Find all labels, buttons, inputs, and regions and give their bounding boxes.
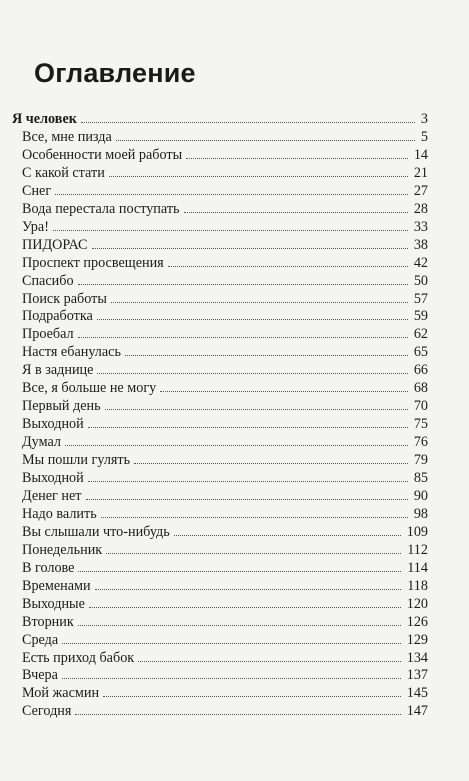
- toc-leader-dots: [101, 517, 408, 518]
- toc-entry-page: 75: [413, 416, 428, 433]
- toc-entry-page: 3: [420, 111, 428, 127]
- toc-entry: [0, 702, 469, 720]
- toc-entry-page: 137: [406, 667, 428, 684]
- toc-entry-page: 85: [413, 470, 428, 486]
- toc-entry: [0, 631, 469, 649]
- toc-entry: [0, 684, 469, 702]
- toc-entry: [0, 613, 469, 631]
- toc-entry: [0, 164, 469, 182]
- toc-leader-dots: [97, 319, 408, 320]
- toc-entry-page: 21: [413, 164, 428, 181]
- toc-entry: [0, 505, 469, 523]
- toc-entry-title: Вода перестала поступать: [22, 200, 180, 217]
- toc-leader-dots: [97, 373, 407, 374]
- toc-entry: [0, 577, 469, 595]
- toc-entry-page: 28: [413, 200, 428, 217]
- toc-entry-title: Выходной: [22, 416, 84, 433]
- toc-entry: [0, 146, 469, 164]
- toc-entry-page: 42: [413, 254, 428, 271]
- toc-entry-page: 90: [413, 487, 428, 504]
- toc-leader-dots: [53, 230, 408, 231]
- toc-entry-title: Все, я больше не могу: [22, 380, 157, 397]
- toc-entry-page: 98: [413, 505, 428, 522]
- toc-leader-dots: [78, 337, 408, 338]
- toc-entry: [0, 415, 469, 433]
- toc-entry-title: Надо валить: [22, 505, 97, 522]
- toc-leader-dots: [75, 714, 400, 715]
- toc-entry-page: 147: [406, 703, 428, 720]
- toc-entry: [0, 218, 469, 236]
- toc-entry: [0, 200, 469, 218]
- toc-leader-dots: [160, 391, 408, 392]
- toc-leader-dots: [62, 643, 401, 644]
- toc-entry: [0, 254, 469, 272]
- toc-leader-dots: [184, 212, 408, 213]
- toc-entry-title: Ура!: [22, 218, 49, 235]
- toc-entry: [0, 379, 469, 397]
- toc-entry-title: Среда: [22, 631, 59, 648]
- toc-leader-dots: [105, 409, 408, 410]
- toc-entry: [0, 469, 469, 487]
- toc-leader-dots: [174, 535, 401, 536]
- toc-entry-page: 27: [413, 182, 428, 199]
- toc-leader-dots: [116, 140, 415, 141]
- toc-leader-dots: [65, 445, 408, 446]
- toc-entry: [0, 182, 469, 200]
- toc-entry: [0, 128, 469, 146]
- toc-entry: [0, 307, 469, 325]
- page-title: Оглавление: [34, 58, 196, 88]
- toc-entry: [0, 236, 469, 254]
- toc-entry-title: Снег: [22, 182, 52, 199]
- toc-entry-title: Все, мне пизда: [22, 128, 112, 145]
- toc-entry-page: 65: [413, 344, 428, 361]
- toc-entry-title: Мы пошли гулять: [22, 452, 131, 469]
- toc-entry-title: Я в заднице: [22, 362, 94, 379]
- toc-leader-dots: [106, 553, 401, 554]
- toc-leader-dots: [62, 678, 401, 679]
- toc-entry-page: 134: [406, 649, 428, 666]
- toc-entry: [0, 272, 469, 290]
- toc-entry-page: 112: [407, 541, 428, 558]
- toc-entry-page: 120: [406, 595, 428, 612]
- toc-leader-dots: [88, 427, 408, 428]
- toc-entry-title: Понедельник: [22, 541, 103, 558]
- toc-leader-dots: [86, 499, 408, 500]
- toc-entry: [0, 595, 469, 613]
- toc-entry-title: Проспект просвещения: [22, 254, 164, 271]
- toc-entry: [0, 325, 469, 343]
- toc-leader-dots: [186, 158, 408, 159]
- toc-entry: [0, 343, 469, 361]
- toc-entry-page: 79: [413, 452, 428, 469]
- toc-entry-page: 126: [406, 613, 428, 630]
- toc-leader-dots: [95, 589, 402, 590]
- toc-entry-page: 62: [413, 326, 428, 343]
- toc-entry-page: 70: [413, 398, 428, 415]
- toc-leader-dots: [109, 176, 408, 177]
- toc-leader-dots: [89, 607, 401, 608]
- toc-entry: [0, 290, 469, 308]
- toc-entry-page: 114: [407, 559, 428, 576]
- toc-leader-dots: [78, 571, 401, 572]
- toc-entry-page: 50: [413, 272, 428, 289]
- toc-entry-page: 76: [413, 434, 428, 451]
- toc-entry: [0, 110, 469, 128]
- toc-entry-title: С какой стати: [22, 164, 105, 181]
- toc-entry: [0, 433, 469, 451]
- toc-entry: [0, 361, 469, 379]
- toc-entry-title: Денег нет: [22, 487, 82, 504]
- toc-leader-dots: [111, 302, 408, 303]
- toc-leader-dots: [81, 122, 415, 123]
- toc-entry-title: Есть приход бабок: [22, 649, 135, 666]
- toc-leader-dots: [78, 284, 408, 285]
- toc-entry-title: Я человек: [12, 111, 77, 127]
- toc-entry-title: ПИДОРАС: [22, 236, 88, 253]
- toc-entry-title: Подработка: [22, 308, 93, 325]
- toc-leader-dots: [125, 355, 408, 356]
- toc-entry: [0, 523, 469, 541]
- toc-entry-title: Вы слышали что-нибудь: [22, 523, 170, 540]
- toc-entry-title: Особенности моей работы: [22, 146, 183, 163]
- toc-leader-dots: [55, 194, 408, 195]
- toc-entry: [0, 559, 469, 577]
- toc-leader-dots: [78, 625, 401, 626]
- toc-entry-page: 5: [420, 128, 428, 145]
- toc-entry: [0, 541, 469, 559]
- toc-leader-dots: [88, 481, 408, 482]
- toc-entry: [0, 451, 469, 469]
- toc-entry-page: 66: [413, 362, 428, 379]
- toc-leader-dots: [134, 463, 408, 464]
- toc-leader-dots: [138, 661, 401, 662]
- toc-entry-page: 145: [406, 685, 428, 702]
- toc-entry-title: В голове: [22, 559, 75, 576]
- toc-entry-page: 33: [413, 218, 428, 235]
- toc-entry: [0, 487, 469, 505]
- toc-entry-title: Спасибо: [22, 272, 74, 289]
- toc-entry-title: Вчера: [22, 667, 58, 684]
- toc-entry-title: Поиск работы: [22, 290, 107, 307]
- toc-entry: [0, 666, 469, 684]
- toc-entry-title: Сегодня: [22, 703, 72, 720]
- toc-entry-title: Мой жасмин: [22, 685, 100, 702]
- toc-entry-title: Выходные: [22, 595, 85, 612]
- toc-leader-dots: [92, 248, 408, 249]
- toc-entry-page: 109: [406, 523, 428, 540]
- toc-entry-page: 129: [406, 631, 428, 648]
- toc-entry-title: Выходной: [22, 470, 84, 486]
- toc-entry-title: Временами: [22, 577, 91, 594]
- toc-entry-title: Первый день: [22, 398, 101, 415]
- toc-entry-page: 57: [413, 290, 428, 307]
- toc-entry-page: 14: [413, 146, 428, 163]
- toc-entry-title: Настя ебанулась: [22, 344, 121, 361]
- toc-entry-page: 118: [407, 577, 428, 594]
- toc-entry: [0, 397, 469, 415]
- toc-entry-title: Думал: [22, 434, 61, 451]
- toc-entry-page: 38: [413, 236, 428, 253]
- toc-entry-page: 68: [413, 380, 428, 397]
- toc-entry: [0, 649, 469, 667]
- toc-leader-dots: [103, 696, 401, 697]
- toc-leader-dots: [168, 266, 408, 267]
- toc-entry-title: Проебал: [22, 326, 74, 343]
- toc-entry-page: 59: [413, 308, 428, 325]
- toc-entry-title: Вторник: [22, 613, 74, 630]
